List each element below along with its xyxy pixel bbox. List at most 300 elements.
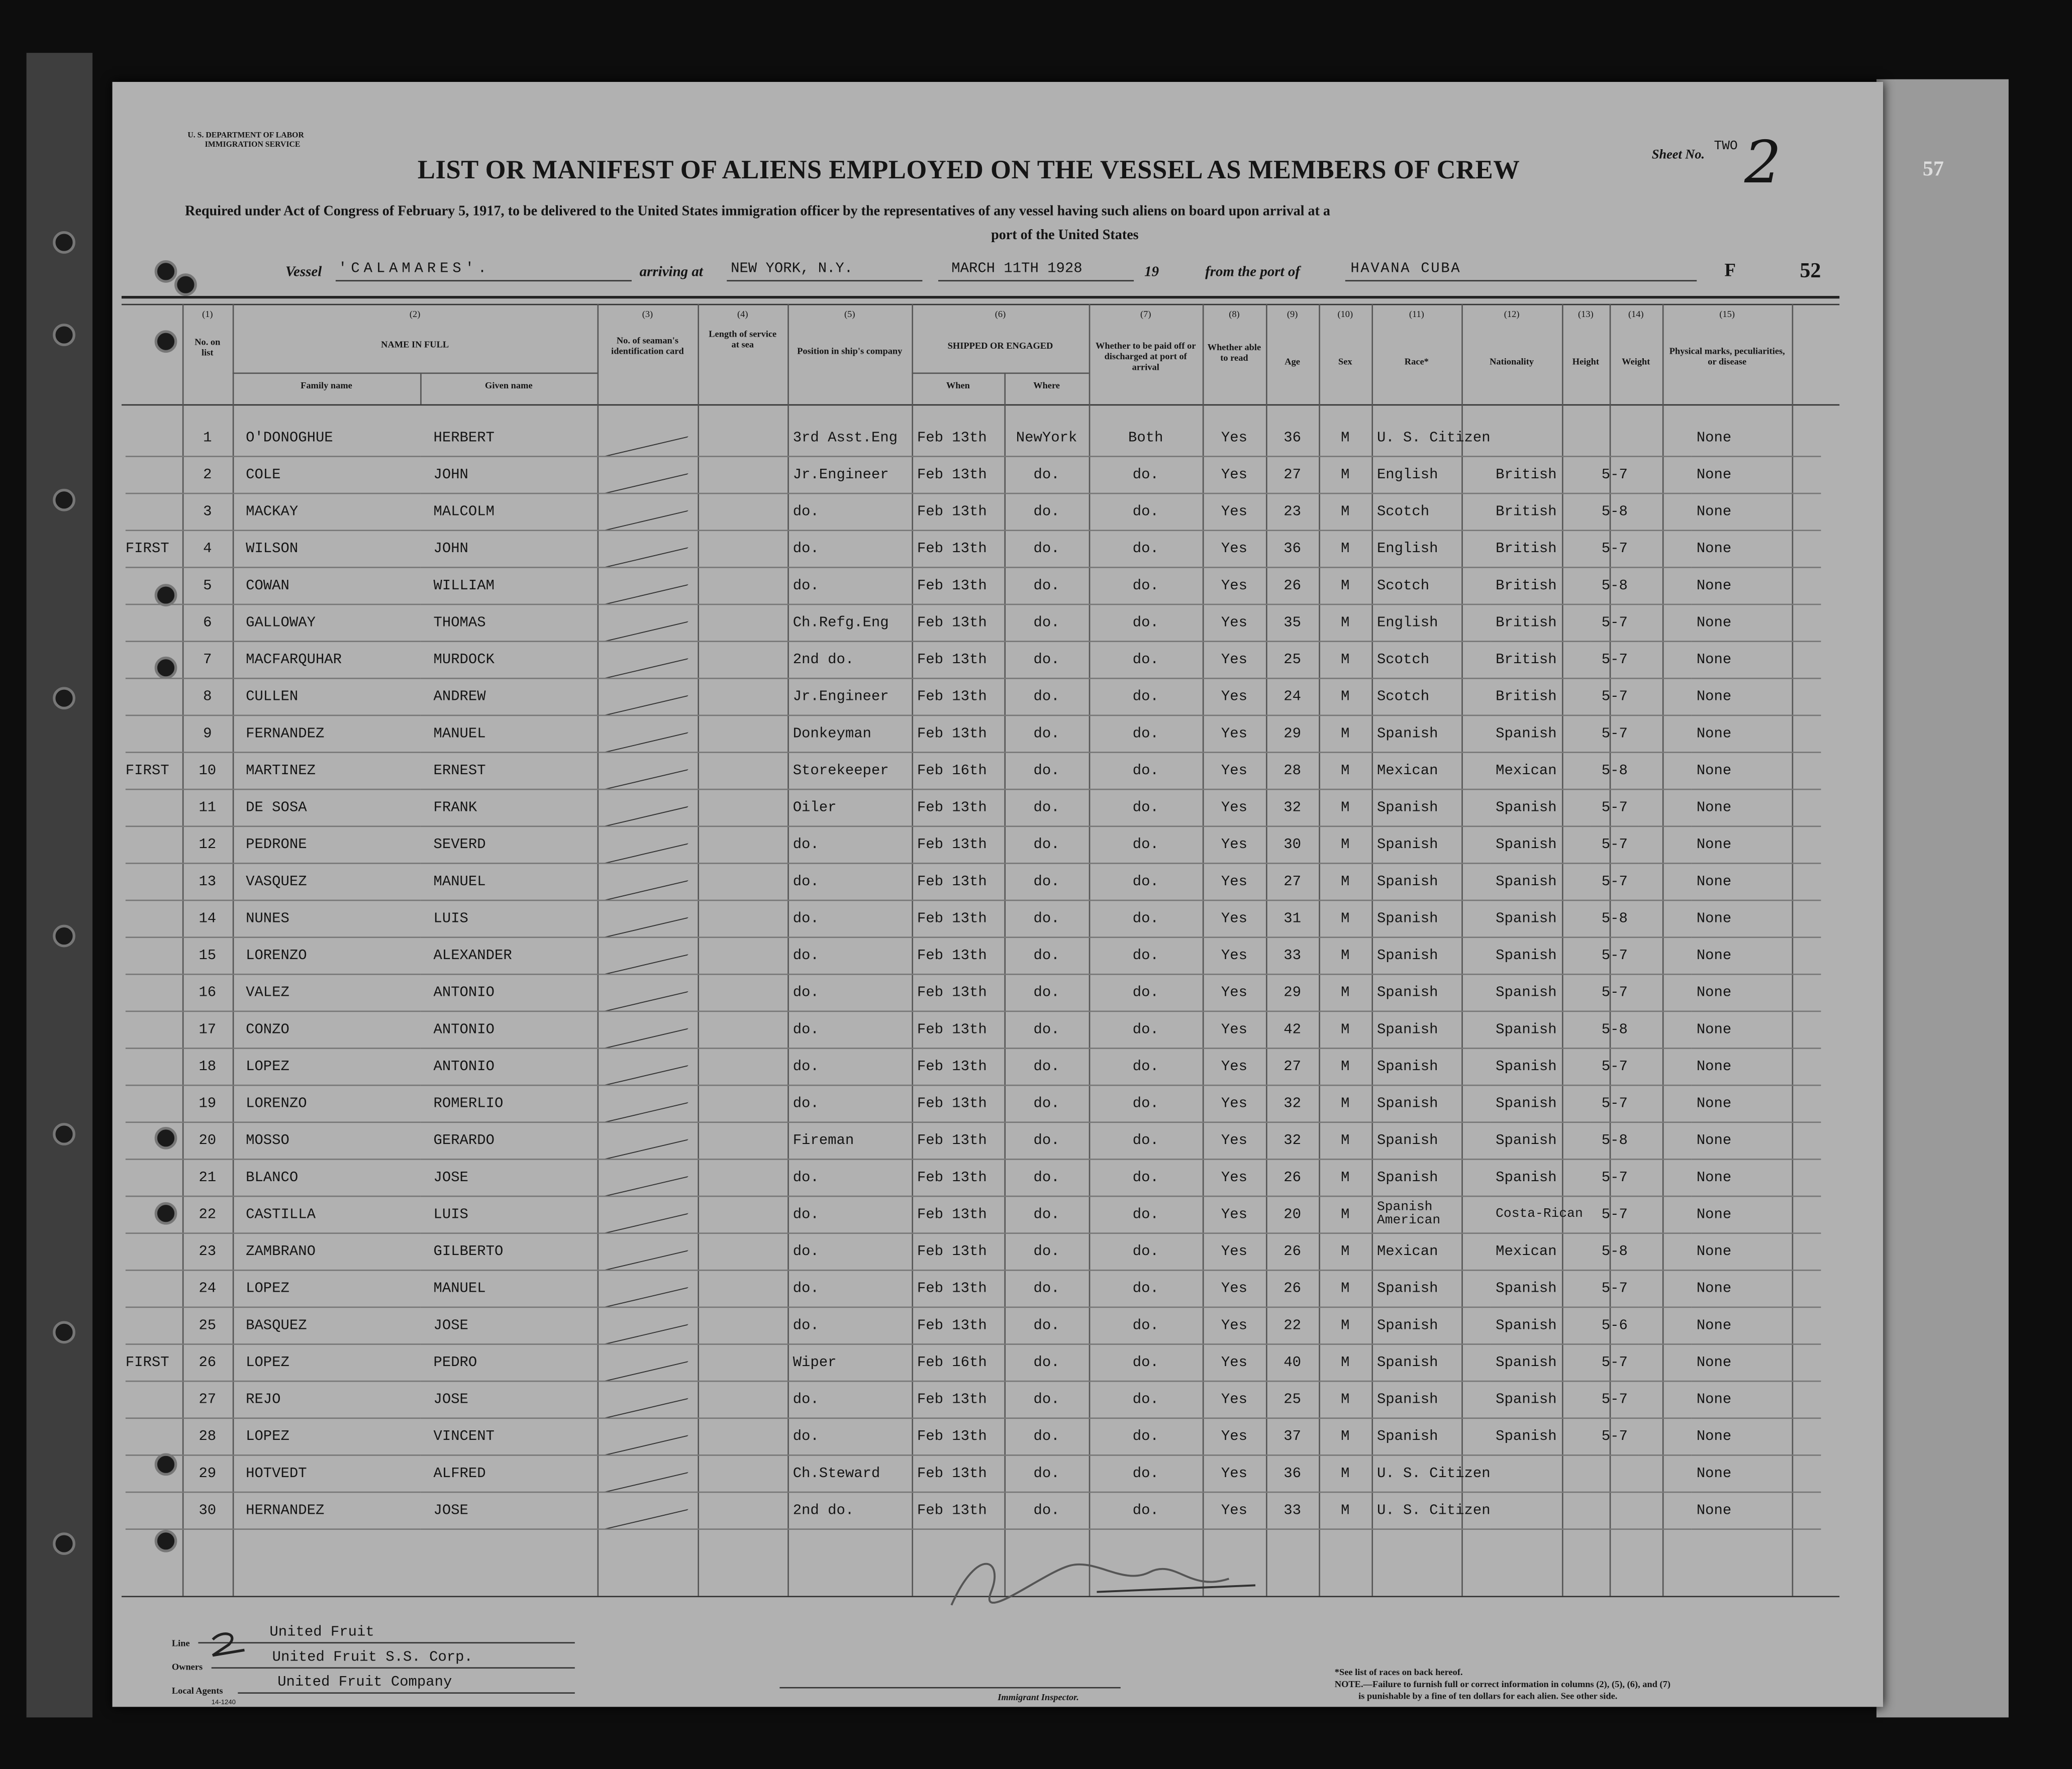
paid-off: do. xyxy=(1132,837,1159,853)
colnum: (3) xyxy=(642,309,653,320)
shipped-when: Feb 13th xyxy=(917,430,987,446)
table-row xyxy=(126,531,1821,568)
height: 5-7 xyxy=(1601,1355,1628,1371)
paid-off: do. xyxy=(1132,948,1159,964)
physical-marks: None xyxy=(1696,541,1732,557)
colnum: (13) xyxy=(1578,309,1594,320)
table-row xyxy=(126,938,1821,975)
paid-off: do. xyxy=(1132,689,1159,705)
nationality: Spanish xyxy=(1496,1132,1557,1149)
race: Spanish xyxy=(1376,1428,1438,1445)
row-mark: FIRST xyxy=(125,1355,169,1371)
given-name: ERNEST xyxy=(433,763,486,779)
family-name: MACFARQUHAR xyxy=(246,652,342,668)
sex: M xyxy=(1341,578,1350,594)
header-name-in-full: NAME IN FULL xyxy=(381,339,449,350)
race: Spanish xyxy=(1376,1132,1438,1149)
given-name: ALFRED xyxy=(433,1466,486,1482)
shipped-when: Feb 13th xyxy=(917,1243,987,1260)
sheet-typed: TWO xyxy=(1714,140,1738,155)
shipped-when: Feb 16th xyxy=(917,1355,987,1371)
given-name: ANTONIO xyxy=(433,1021,495,1038)
given-name: VINCENT xyxy=(433,1428,495,1445)
able-to-read: Yes xyxy=(1221,1170,1248,1186)
colnum: (8) xyxy=(1229,309,1240,320)
list-number: 16 xyxy=(199,985,217,1001)
race: Spanish xyxy=(1376,800,1438,816)
owners-underline xyxy=(212,1667,575,1669)
able-to-read: Yes xyxy=(1221,1317,1248,1334)
paid-off: do. xyxy=(1132,1355,1159,1371)
position: do. xyxy=(793,948,819,964)
given-name: THOMAS xyxy=(433,615,486,631)
height: 5-7 xyxy=(1601,1207,1628,1223)
sex: M xyxy=(1341,1243,1350,1260)
from-label: from the port of xyxy=(1205,264,1300,280)
sex: M xyxy=(1341,689,1350,705)
row-mark xyxy=(126,1492,182,1529)
age: 27 xyxy=(1284,467,1301,483)
seaman-id-check xyxy=(598,1233,698,1271)
height: 5-7 xyxy=(1601,652,1628,668)
list-number: 20 xyxy=(199,1132,217,1149)
table-row xyxy=(126,1159,1821,1196)
header-able-read: Whether able to read xyxy=(1207,342,1261,364)
length-service xyxy=(698,715,787,753)
shipped-subheader-rule xyxy=(912,373,1089,374)
age: 33 xyxy=(1284,948,1301,964)
able-to-read: Yes xyxy=(1221,1428,1248,1445)
shipped-where: do. xyxy=(1033,1207,1060,1223)
arriving-port: NEW YORK, N.Y. xyxy=(731,261,853,278)
inspector-label: Immigrant Inspector. xyxy=(998,1692,1079,1703)
position: Wiper xyxy=(793,1355,837,1371)
list-number: 12 xyxy=(199,837,217,853)
from-port: HAVANA CUBA xyxy=(1350,261,1461,278)
race: Spanish xyxy=(1376,985,1438,1001)
position: do. xyxy=(793,911,819,927)
height: 5-7 xyxy=(1601,837,1628,853)
row-mark xyxy=(126,938,182,975)
nationality: Spanish xyxy=(1496,874,1557,890)
check-mark xyxy=(598,826,698,864)
position: Storekeeper xyxy=(793,763,889,779)
nationality: Spanish xyxy=(1496,1317,1557,1334)
shipped-when: Feb 13th xyxy=(917,725,987,742)
shipped-when: Feb 13th xyxy=(917,615,987,631)
length-service xyxy=(698,863,787,900)
age: 26 xyxy=(1284,1281,1301,1297)
nationality: Spanish xyxy=(1496,1021,1557,1038)
row-mark xyxy=(126,1011,182,1049)
row-mark xyxy=(126,1196,182,1233)
colnum: (11) xyxy=(1409,309,1424,320)
weight xyxy=(1638,900,1691,938)
line-label: Line xyxy=(171,1638,190,1649)
shipped-where: do. xyxy=(1033,874,1060,890)
check-mark xyxy=(598,863,698,900)
header-weight: Weight xyxy=(1622,356,1650,368)
race: Spanish xyxy=(1376,1096,1438,1112)
able-to-read: Yes xyxy=(1221,837,1248,853)
form-number: 14-1240 xyxy=(211,1699,236,1707)
family-name: MARTINEZ xyxy=(246,763,316,779)
header-where: Where xyxy=(1033,380,1060,391)
height: 5-8 xyxy=(1601,911,1628,927)
family-name: ZAMBRANO xyxy=(246,1243,316,1260)
seaman-id-check xyxy=(598,1085,698,1122)
given-name: SEVERD xyxy=(433,837,486,853)
race: Spanish xyxy=(1376,725,1438,742)
family-name: PEDRONE xyxy=(246,837,307,853)
position: do. xyxy=(793,1243,819,1260)
shipped-where: do. xyxy=(1033,725,1060,742)
family-name: LOPEZ xyxy=(246,1355,289,1371)
sex: M xyxy=(1341,1059,1350,1075)
able-to-read: Yes xyxy=(1221,541,1248,557)
family-name: REJO xyxy=(246,1392,281,1408)
length-service xyxy=(698,826,787,864)
age: 27 xyxy=(1284,874,1301,890)
race: U. S. Citizen xyxy=(1376,1503,1491,1519)
length-service xyxy=(698,604,787,642)
list-number: 21 xyxy=(199,1170,217,1186)
length-service xyxy=(698,1270,787,1307)
age: 30 xyxy=(1284,837,1301,853)
list-number: 1 xyxy=(203,430,212,446)
check-mark xyxy=(598,493,698,531)
paid-off: do. xyxy=(1132,541,1159,557)
table-row xyxy=(126,789,1821,826)
position: Ch.Steward xyxy=(793,1466,880,1482)
check-mark xyxy=(598,1455,698,1492)
height: 5-8 xyxy=(1601,504,1628,520)
weight xyxy=(1638,1418,1691,1455)
position: Oiler xyxy=(793,800,837,816)
height xyxy=(1591,1492,1638,1529)
seaman-id-check xyxy=(598,974,698,1011)
colnum: (15) xyxy=(1719,309,1735,320)
age: 25 xyxy=(1284,1392,1301,1408)
nationality: Spanish xyxy=(1496,1096,1557,1112)
sex: M xyxy=(1341,1317,1350,1334)
row-mark xyxy=(126,1455,182,1492)
binder-hole xyxy=(155,1530,177,1552)
able-to-read: Yes xyxy=(1221,800,1248,816)
age: 32 xyxy=(1284,1132,1301,1149)
height: 5-7 xyxy=(1601,1428,1628,1445)
shipped-where: do. xyxy=(1033,1021,1060,1038)
paid-off: do. xyxy=(1132,1021,1159,1038)
name-subheader-rule xyxy=(233,373,598,374)
physical-marks: None xyxy=(1696,1059,1732,1075)
agents-underline xyxy=(238,1692,575,1694)
race: U. S. Citizen xyxy=(1376,430,1491,446)
given-name: JOSE xyxy=(433,1392,468,1408)
able-to-read: Yes xyxy=(1221,1243,1248,1260)
age: 29 xyxy=(1284,985,1301,1001)
table-top-rule-2 xyxy=(122,304,1839,305)
given-name: JOHN xyxy=(433,541,468,557)
table-row xyxy=(126,1270,1821,1307)
sex: M xyxy=(1341,725,1350,742)
shipped-where: do. xyxy=(1033,578,1060,594)
able-to-read: Yes xyxy=(1221,948,1248,964)
weight xyxy=(1638,1011,1691,1049)
seaman-id-check xyxy=(598,900,698,938)
age: 32 xyxy=(1284,1096,1301,1112)
shipped-when: Feb 13th xyxy=(917,541,987,557)
age: 32 xyxy=(1284,800,1301,816)
sex: M xyxy=(1341,430,1350,446)
position: 2nd do. xyxy=(793,652,854,668)
sex: M xyxy=(1341,1281,1350,1297)
binder-hole xyxy=(155,260,177,283)
length-service xyxy=(698,1122,787,1160)
colnum: (5) xyxy=(844,309,855,320)
able-to-read: Yes xyxy=(1221,1096,1248,1112)
age: 26 xyxy=(1284,1243,1301,1260)
shipped-where: do. xyxy=(1033,1428,1060,1445)
sex: M xyxy=(1341,800,1350,816)
family-name: GALLOWAY xyxy=(246,615,316,631)
check-mark xyxy=(598,1381,698,1418)
height: 5-7 xyxy=(1601,541,1628,557)
table-row xyxy=(126,1085,1821,1122)
sex: M xyxy=(1341,948,1350,964)
shipped-where: do. xyxy=(1033,1392,1060,1408)
seaman-id-check xyxy=(598,1159,698,1196)
length-service xyxy=(698,1344,787,1382)
sex: M xyxy=(1341,1355,1350,1371)
weight xyxy=(1638,1381,1691,1418)
table-row xyxy=(126,1011,1821,1049)
physical-marks: None xyxy=(1696,1466,1732,1482)
nationality: Spanish xyxy=(1496,800,1557,816)
seaman-id-check xyxy=(598,604,698,642)
seaman-id-check xyxy=(598,789,698,826)
nationality xyxy=(1491,1455,1591,1492)
family-name: WILSON xyxy=(246,541,299,557)
position: do. xyxy=(793,1428,819,1445)
age: 29 xyxy=(1284,725,1301,742)
vessel-underline xyxy=(336,280,632,281)
height: 5-8 xyxy=(1601,578,1628,594)
height: 5-8 xyxy=(1601,1243,1628,1260)
shipped-where: do. xyxy=(1033,985,1060,1001)
table-row xyxy=(126,1418,1821,1455)
given-name: JOSE xyxy=(433,1170,468,1186)
shipped-where: do. xyxy=(1033,1281,1060,1297)
paid-off: do. xyxy=(1132,504,1159,520)
table-row xyxy=(126,567,1821,604)
able-to-read: Yes xyxy=(1221,1503,1248,1519)
shipped-when: Feb 13th xyxy=(917,1132,987,1149)
binder-hole xyxy=(53,489,75,511)
length-service xyxy=(698,1381,787,1418)
nationality: Costa-Rican xyxy=(1496,1207,1583,1221)
shipped-where: do. xyxy=(1033,1170,1060,1186)
line-value: United Fruit xyxy=(269,1625,374,1641)
shipped-where: do. xyxy=(1033,1132,1060,1149)
row-mark xyxy=(126,1381,182,1418)
family-name: BASQUEZ xyxy=(246,1317,307,1334)
shipped-when: Feb 13th xyxy=(917,985,987,1001)
shipped-when: Feb 16th xyxy=(917,763,987,779)
weight xyxy=(1638,863,1691,900)
sex: M xyxy=(1341,1392,1350,1408)
nationality: Spanish xyxy=(1496,1059,1557,1075)
physical-marks: None xyxy=(1696,1243,1732,1260)
paid-off: do. xyxy=(1132,1059,1159,1075)
row-mark xyxy=(126,1307,182,1344)
family-name: O'DONOGHUE xyxy=(246,430,333,446)
nationality: British xyxy=(1496,541,1557,557)
shipped-where: NewYork xyxy=(1016,430,1077,446)
given-name: ANTONIO xyxy=(433,1059,495,1075)
age: 25 xyxy=(1284,652,1301,668)
shipped-where: do. xyxy=(1033,615,1060,631)
height: 5-7 xyxy=(1601,1059,1628,1075)
inspector-signature xyxy=(925,1532,1269,1625)
check-mark xyxy=(598,1011,698,1049)
check-mark xyxy=(598,1049,698,1086)
row-mark xyxy=(126,1122,182,1160)
nationality: Spanish xyxy=(1496,1392,1557,1408)
seaman-id-check xyxy=(598,1011,698,1049)
shipped-when: Feb 13th xyxy=(917,578,987,594)
given-name: MURDOCK xyxy=(433,652,495,668)
check-mark xyxy=(598,974,698,1011)
seaman-id-check xyxy=(598,1418,698,1455)
seaman-id-check xyxy=(598,531,698,568)
able-to-read: Yes xyxy=(1221,1355,1248,1371)
given-name: FRANK xyxy=(433,800,477,816)
age: 27 xyxy=(1284,1059,1301,1075)
height: 5-7 xyxy=(1601,985,1628,1001)
binder-spine xyxy=(27,53,92,1717)
shipped-where: do. xyxy=(1033,800,1060,816)
physical-marks: None xyxy=(1696,948,1732,964)
age: 31 xyxy=(1284,911,1301,927)
shipped-where: do. xyxy=(1033,948,1060,964)
length-service xyxy=(698,642,787,679)
length-service xyxy=(698,1233,787,1271)
height: 5-7 xyxy=(1601,689,1628,705)
sex: M xyxy=(1341,1021,1350,1038)
weight xyxy=(1638,789,1691,826)
shipped-where: do. xyxy=(1033,763,1060,779)
position: Ch.Refg.Eng xyxy=(793,615,889,631)
check-mark xyxy=(598,938,698,975)
family-name: HERNANDEZ xyxy=(246,1503,325,1519)
race: Spanish xyxy=(1376,1170,1438,1186)
row-mark xyxy=(126,1233,182,1271)
given-name: GERARDO xyxy=(433,1132,495,1149)
header-physical: Physical marks, peculiarities, or disease xyxy=(1669,346,1785,368)
binder-hole xyxy=(155,330,177,353)
given-name: GILBERTO xyxy=(433,1243,504,1260)
length-service xyxy=(698,531,787,568)
race: Spanish American xyxy=(1376,1200,1441,1228)
race: Mexican xyxy=(1376,1243,1438,1260)
able-to-read: Yes xyxy=(1221,1021,1248,1038)
header-paid-off: Whether to be paid off or discharged at port of arrival xyxy=(1095,341,1196,373)
seaman-id-check xyxy=(598,753,698,790)
physical-marks: None xyxy=(1696,1170,1732,1186)
row-mark xyxy=(126,493,182,531)
table-top-rule xyxy=(122,296,1839,298)
length-service xyxy=(698,456,787,493)
colnum: (10) xyxy=(1337,309,1353,320)
physical-marks: None xyxy=(1696,504,1732,520)
shipped-where: do. xyxy=(1033,1096,1060,1112)
table-row xyxy=(126,1344,1821,1382)
table-row xyxy=(126,1381,1821,1418)
nationality: Spanish xyxy=(1496,948,1557,964)
list-number: 2 xyxy=(203,467,212,483)
row-mark xyxy=(126,826,182,864)
race: Scotch xyxy=(1376,689,1430,705)
paid-off: do. xyxy=(1132,615,1159,631)
family-name: VASQUEZ xyxy=(246,874,307,890)
table-row xyxy=(126,1307,1821,1344)
sheet-label: Sheet No. xyxy=(1651,148,1705,163)
given-name: MANUEL xyxy=(433,874,486,890)
physical-marks: None xyxy=(1696,763,1732,779)
given-name: ALEXANDER xyxy=(433,948,512,964)
colnum: (7) xyxy=(1140,309,1151,320)
seaman-id-check xyxy=(598,826,698,864)
seaman-id-check xyxy=(598,1122,698,1160)
list-number: 7 xyxy=(203,652,212,668)
age: 22 xyxy=(1284,1317,1301,1334)
height: 5-7 xyxy=(1601,1170,1628,1186)
length-service xyxy=(698,493,787,531)
race: Scotch xyxy=(1376,504,1430,520)
shipped-where: do. xyxy=(1033,1466,1060,1482)
height xyxy=(1591,420,1638,456)
nationality: Spanish xyxy=(1496,1355,1557,1371)
row-mark xyxy=(126,863,182,900)
subtitle-line2: port of the United States xyxy=(991,227,1139,243)
list-number: 29 xyxy=(199,1466,217,1482)
position: do. xyxy=(793,1281,819,1297)
table-row xyxy=(126,715,1821,753)
paid-off: do. xyxy=(1132,467,1159,483)
row-mark xyxy=(126,678,182,715)
shipped-when: Feb 13th xyxy=(917,1317,987,1334)
age: 20 xyxy=(1284,1207,1301,1223)
sex: M xyxy=(1341,837,1350,853)
nationality: British xyxy=(1496,689,1557,705)
sex: M xyxy=(1341,763,1350,779)
list-number: 24 xyxy=(199,1281,217,1297)
shipped-when: Feb 13th xyxy=(917,504,987,520)
header-race: Race* xyxy=(1404,356,1429,368)
shipped-where: do. xyxy=(1033,689,1060,705)
shipped-when: Feb 13th xyxy=(917,689,987,705)
list-number: 19 xyxy=(199,1096,217,1112)
race: Spanish xyxy=(1376,948,1438,964)
check-mark xyxy=(598,1492,698,1529)
weight xyxy=(1638,938,1691,975)
age: 28 xyxy=(1284,763,1301,779)
shipped-when: Feb 13th xyxy=(917,652,987,668)
table-row xyxy=(126,493,1821,531)
weight xyxy=(1638,456,1691,493)
weight xyxy=(1638,715,1691,753)
